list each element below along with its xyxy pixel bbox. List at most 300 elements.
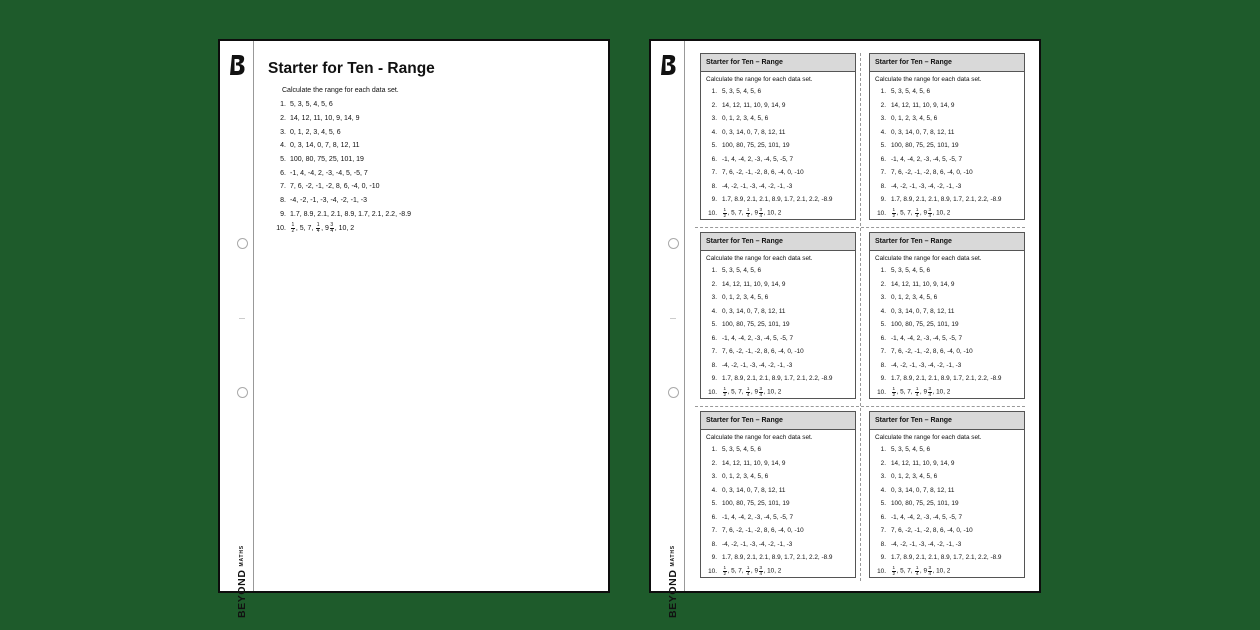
question-number: 2.	[880, 280, 886, 288]
fraction-denominator: 4	[928, 570, 932, 576]
question-number: 7.	[280, 183, 286, 191]
question-number: 2.	[711, 280, 717, 288]
question-item	[873, 126, 1024, 140]
fraction	[892, 387, 896, 397]
fraction-numerator: 3	[928, 565, 932, 571]
question-item	[704, 139, 855, 153]
fraction-numerator: 1	[316, 221, 320, 228]
question-item	[873, 180, 1024, 194]
question-number: 2.	[880, 459, 886, 467]
data-separator: , 9	[321, 224, 329, 232]
fraction-numerator: 1	[723, 565, 727, 571]
starter-card	[869, 232, 1025, 399]
question-number: 7.	[711, 348, 717, 356]
question-data: 0, 1, 2, 3, 4, 5, 6	[891, 473, 938, 481]
question-number: 1.	[880, 267, 886, 275]
question-number: 6.	[880, 334, 886, 342]
starter-card	[869, 53, 1025, 220]
question-number: 9.	[880, 196, 886, 204]
question-item	[269, 153, 411, 167]
question-number: 5.	[880, 321, 886, 329]
fraction-denominator: 4	[746, 212, 750, 218]
fraction	[928, 387, 932, 397]
card-instruction: Calculate the range for each data set.	[706, 76, 813, 83]
card-instruction: Calculate the range for each data set.	[875, 255, 982, 262]
question-item	[704, 511, 855, 525]
fraction-denominator: 4	[759, 570, 763, 576]
fraction-denominator: 4	[746, 391, 750, 397]
fraction	[723, 387, 727, 397]
cut-line-horizontal	[695, 227, 1025, 228]
fraction-denominator: 2	[723, 570, 727, 576]
question-item	[704, 372, 855, 386]
fold-mark	[670, 318, 676, 319]
question-number: 9.	[711, 554, 717, 562]
fraction-numerator: 3	[330, 221, 334, 228]
question-item	[704, 332, 855, 346]
question-item	[704, 443, 855, 457]
question-data	[290, 223, 354, 234]
question-item	[704, 457, 855, 471]
question-number: 8.	[711, 182, 717, 190]
card-question-list	[870, 85, 1024, 220]
question-data: -4, -2, -1, -3, -4, -2, -1, -3	[722, 182, 793, 190]
question-item	[873, 538, 1024, 552]
question-item	[704, 551, 855, 565]
question-number: 8.	[880, 540, 886, 548]
starter-card	[700, 232, 856, 399]
question-data: 100, 80, 75, 25, 101, 19	[290, 156, 364, 164]
question-item	[704, 153, 855, 167]
question-data: -4, -2, -1, -3, -4, -2, -1, -3	[891, 182, 962, 190]
fraction	[759, 208, 763, 218]
question-data: -4, -2, -1, -3, -4, -2, -1, -3	[290, 197, 368, 205]
question-data: 1.7, 8.9, 2.1, 2.1, 8.9, 1.7, 2.1, 2.2, -8.9	[891, 196, 1002, 204]
fraction-numerator: 3	[759, 565, 763, 571]
question-item	[704, 291, 855, 305]
question-item	[704, 112, 855, 126]
question-item	[269, 166, 411, 180]
fraction-numerator: 1	[915, 207, 919, 213]
fraction-denominator: 4	[928, 391, 932, 397]
question-data: 0, 1, 2, 3, 4, 5, 6	[891, 294, 938, 302]
question-data: 14, 12, 11, 10, 9, 14, 9	[891, 101, 955, 109]
question-data	[722, 208, 781, 218]
question-number: 3.	[880, 115, 886, 123]
data-separator: , 5, 7,	[727, 567, 746, 575]
fraction-denominator: 4	[316, 227, 320, 234]
question-item	[704, 180, 855, 194]
data-separator: , 10, 2	[932, 209, 951, 217]
card-instruction: Calculate the range for each data set.	[875, 76, 982, 83]
question-item	[704, 386, 855, 400]
question-number: 4.	[280, 142, 286, 150]
fraction-denominator: 4	[928, 212, 932, 218]
question-data: 1.7, 8.9, 2.1, 2.1, 8.9, 1.7, 2.1, 2.2, -8.9	[290, 210, 412, 218]
question-item	[704, 565, 855, 579]
starter-card	[700, 411, 856, 578]
question-item	[704, 166, 855, 180]
fraction-numerator: 1	[746, 207, 750, 213]
question-number: 4.	[711, 307, 717, 315]
question-item	[269, 139, 411, 153]
question-number: 7.	[880, 348, 886, 356]
question-data: -1, 4, -4, 2, -3, -4, 5, -5, 7	[722, 334, 794, 342]
question-number: 5.	[880, 142, 886, 150]
fold-mark	[239, 318, 245, 319]
data-separator: , 5, 7,	[896, 209, 915, 217]
question-item	[269, 125, 411, 139]
fraction-denominator: 2	[723, 391, 727, 397]
fraction	[928, 566, 932, 576]
question-number: 10.	[708, 209, 717, 217]
question-data: 5, 3, 5, 4, 5, 6	[891, 88, 931, 96]
card-title: Starter for Ten – Range	[870, 412, 1024, 430]
data-separator: , 9	[750, 388, 758, 396]
question-item	[873, 193, 1024, 207]
card-question-list	[701, 443, 855, 578]
question-item	[269, 98, 411, 112]
question-data: -4, -2, -1, -3, -4, -2, -1, -3	[722, 361, 793, 369]
question-item	[873, 359, 1024, 373]
card-title: Starter for Ten – Range	[701, 233, 855, 251]
worksheet-page-cards	[649, 39, 1041, 618]
margin-line	[684, 41, 685, 591]
question-item	[873, 565, 1024, 579]
question-number: 2.	[711, 459, 717, 467]
card-title: Starter for Ten – Range	[870, 233, 1024, 251]
question-data: -4, -2, -1, -3, -4, -2, -1, -3	[891, 540, 962, 548]
binder-hole	[668, 238, 679, 249]
fraction-denominator: 4	[915, 212, 919, 218]
worksheet-page-full	[218, 39, 610, 618]
data-separator: , 10, 2	[334, 224, 355, 232]
fraction-denominator: 2	[291, 227, 295, 234]
question-data: 7, 6, -2, -1, -2, 8, 6, -4, 0, -10	[891, 527, 973, 535]
question-number: 8.	[711, 361, 717, 369]
question-item	[269, 194, 411, 208]
question-data: 1.7, 8.9, 2.1, 2.1, 8.9, 1.7, 2.1, 2.2, -8.9	[722, 554, 833, 562]
question-number: 4.	[880, 486, 886, 494]
fraction-numerator: 3	[928, 386, 932, 392]
question-number: 9.	[880, 375, 886, 383]
question-item	[873, 85, 1024, 99]
question-item	[873, 511, 1024, 525]
cut-line-vertical	[860, 53, 861, 581]
fraction	[723, 566, 727, 576]
fraction	[915, 387, 919, 397]
question-number: 6.	[711, 155, 717, 163]
question-number: 8.	[280, 197, 286, 205]
question-data: 100, 80, 75, 25, 101, 19	[891, 500, 959, 508]
question-number: 2.	[280, 115, 286, 123]
question-data	[891, 566, 950, 576]
fraction	[892, 208, 896, 218]
question-data: 0, 1, 2, 3, 4, 5, 6	[891, 115, 938, 123]
question-item	[704, 538, 855, 552]
question-item	[873, 372, 1024, 386]
fraction-numerator: 1	[892, 207, 896, 213]
question-number: 1.	[711, 446, 717, 454]
question-item	[269, 208, 411, 222]
fraction-numerator: 1	[746, 386, 750, 392]
question-number: 3.	[280, 128, 286, 136]
question-data	[722, 387, 781, 397]
fraction-numerator: 3	[759, 386, 763, 392]
brand-wordmark: BEYONDMATHS	[667, 545, 679, 618]
fraction	[291, 223, 295, 234]
question-data: 0, 3, 14, 0, 7, 8, 12, 11	[722, 128, 786, 136]
fraction-numerator: 3	[759, 207, 763, 213]
question-item	[873, 112, 1024, 126]
fraction-numerator: 1	[892, 565, 896, 571]
question-number: 1.	[280, 101, 286, 109]
question-item	[873, 291, 1024, 305]
data-separator: , 9	[919, 567, 927, 575]
fraction-numerator: 1	[746, 565, 750, 571]
question-item	[873, 264, 1024, 278]
question-item	[704, 484, 855, 498]
fraction-numerator: 1	[915, 565, 919, 571]
fraction	[746, 208, 750, 218]
question-number: 10.	[708, 567, 717, 575]
question-data: 7, 6, -2, -1, -2, 8, 6, -4, 0, -10	[722, 527, 804, 535]
question-number: 8.	[711, 540, 717, 548]
fraction-denominator: 4	[759, 391, 763, 397]
data-separator: , 5, 7,	[727, 388, 746, 396]
question-item	[704, 305, 855, 319]
question-data: 14, 12, 11, 10, 9, 14, 9	[722, 280, 786, 288]
question-number: 5.	[711, 142, 717, 150]
card-title: Starter for Ten – Range	[701, 412, 855, 430]
card-title: Starter for Ten – Range	[701, 54, 855, 72]
question-data: -1, 4, -4, 2, -3, -4, 5, -5, 7	[290, 169, 368, 177]
starter-card	[700, 53, 856, 220]
fraction-denominator: 4	[330, 227, 334, 234]
fraction-denominator: 4	[746, 570, 750, 576]
fraction-denominator: 2	[723, 212, 727, 218]
fraction-numerator: 3	[928, 207, 932, 213]
question-data: 100, 80, 75, 25, 101, 19	[891, 142, 959, 150]
question-data	[722, 566, 781, 576]
question-data: 0, 3, 14, 0, 7, 8, 12, 11	[290, 142, 360, 150]
question-data: 14, 12, 11, 10, 9, 14, 9	[722, 101, 786, 109]
data-separator: , 5, 7,	[295, 224, 316, 232]
data-separator: , 5, 7,	[896, 388, 915, 396]
question-data: 1.7, 8.9, 2.1, 2.1, 8.9, 1.7, 2.1, 2.2, -8.9	[891, 554, 1002, 562]
question-data: -1, 4, -4, 2, -3, -4, 5, -5, 7	[891, 513, 963, 521]
question-item	[873, 305, 1024, 319]
question-data: 0, 3, 14, 0, 7, 8, 12, 11	[891, 486, 955, 494]
question-data: 5, 3, 5, 4, 5, 6	[722, 267, 762, 275]
card-instruction: Calculate the range for each data set.	[875, 434, 982, 441]
question-item	[873, 386, 1024, 400]
question-item	[873, 332, 1024, 346]
question-data: 5, 3, 5, 4, 5, 6	[891, 267, 931, 275]
card-question-list	[701, 264, 855, 399]
question-item	[269, 112, 411, 126]
card-instruction: Calculate the range for each data set.	[706, 255, 813, 262]
question-item	[704, 278, 855, 292]
question-data: 1.7, 8.9, 2.1, 2.1, 8.9, 1.7, 2.1, 2.2, -8.9	[722, 375, 833, 383]
question-data: 7, 6, -2, -1, -2, 8, 6, -4, 0, -10	[722, 169, 804, 177]
question-data: -4, -2, -1, -3, -4, -2, -1, -3	[891, 361, 962, 369]
question-data: 100, 80, 75, 25, 101, 19	[722, 500, 790, 508]
question-number: 6.	[280, 169, 286, 177]
question-item	[873, 153, 1024, 167]
question-item	[873, 345, 1024, 359]
question-data: 0, 1, 2, 3, 4, 5, 6	[722, 294, 769, 302]
question-data: 0, 3, 14, 0, 7, 8, 12, 11	[891, 128, 955, 136]
question-item	[704, 126, 855, 140]
data-separator: , 10, 2	[932, 388, 951, 396]
question-number: 4.	[880, 307, 886, 315]
question-item	[704, 497, 855, 511]
fraction	[746, 387, 750, 397]
question-data: 5, 3, 5, 4, 5, 6	[290, 101, 333, 109]
question-data: 5, 3, 5, 4, 5, 6	[722, 88, 762, 96]
question-number: 3.	[711, 115, 717, 123]
question-number: 5.	[711, 500, 717, 508]
question-item	[873, 278, 1024, 292]
fraction	[892, 566, 896, 576]
question-data: 0, 1, 2, 3, 4, 5, 6	[722, 115, 769, 123]
question-number: 1.	[880, 88, 886, 96]
question-data: 7, 6, -2, -1, -2, 8, 6, -4, 0, -10	[891, 348, 973, 356]
question-number: 3.	[711, 473, 717, 481]
question-number: 3.	[711, 294, 717, 302]
data-separator: , 9	[919, 209, 927, 217]
question-item	[873, 139, 1024, 153]
question-item	[873, 551, 1024, 565]
question-data: 14, 12, 11, 10, 9, 14, 9	[891, 280, 955, 288]
question-data: 7, 6, -2, -1, -2, 8, 6, -4, 0, -10	[722, 348, 804, 356]
question-data: 0, 1, 2, 3, 4, 5, 6	[722, 473, 769, 481]
question-item	[704, 524, 855, 538]
data-separator: , 10, 2	[763, 209, 782, 217]
question-item	[873, 443, 1024, 457]
question-item	[704, 207, 855, 221]
starter-card	[869, 411, 1025, 578]
question-number: 5.	[280, 156, 286, 164]
data-separator: , 10, 2	[932, 567, 951, 575]
question-item	[704, 99, 855, 113]
question-item	[873, 207, 1024, 221]
fraction-numerator: 1	[723, 386, 727, 392]
question-data: 100, 80, 75, 25, 101, 19	[891, 321, 959, 329]
fraction	[746, 566, 750, 576]
question-number: 10.	[877, 209, 886, 217]
data-separator: , 9	[750, 567, 758, 575]
question-data: 14, 12, 11, 10, 9, 14, 9	[290, 115, 360, 123]
question-data: -1, 4, -4, 2, -3, -4, 5, -5, 7	[891, 155, 963, 163]
beyond-logo-icon	[229, 54, 247, 76]
fraction-denominator: 2	[892, 570, 896, 576]
question-item	[704, 345, 855, 359]
cut-line-horizontal	[695, 406, 1025, 407]
fraction	[915, 566, 919, 576]
question-data: 100, 80, 75, 25, 101, 19	[722, 321, 790, 329]
question-number: 10.	[877, 567, 886, 575]
question-number: 1.	[711, 88, 717, 96]
question-number: 7.	[880, 527, 886, 535]
data-separator: , 10, 2	[763, 388, 782, 396]
beyond-logo-icon	[660, 54, 678, 76]
instruction-text: Calculate the range for each data set.	[282, 87, 399, 94]
fraction-denominator: 2	[892, 212, 896, 218]
question-number: 1.	[711, 267, 717, 275]
question-number: 10.	[276, 224, 286, 232]
question-data: -1, 4, -4, 2, -3, -4, 5, -5, 7	[722, 155, 794, 163]
question-number: 3.	[880, 294, 886, 302]
question-number: 7.	[711, 169, 717, 177]
fraction-denominator: 4	[759, 212, 763, 218]
question-data: 7, 6, -2, -1, -2, 8, 6, -4, 0, -10	[891, 169, 973, 177]
question-data: -4, -2, -1, -3, -4, -2, -1, -3	[722, 540, 793, 548]
question-item	[704, 85, 855, 99]
binder-hole	[237, 238, 248, 249]
fraction-denominator: 2	[892, 391, 896, 397]
question-item	[704, 470, 855, 484]
question-data: 1.7, 8.9, 2.1, 2.1, 8.9, 1.7, 2.1, 2.2, -8.9	[722, 196, 833, 204]
question-data: 100, 80, 75, 25, 101, 19	[722, 142, 790, 150]
question-number: 5.	[880, 500, 886, 508]
question-data: -1, 4, -4, 2, -3, -4, 5, -5, 7	[891, 334, 963, 342]
data-separator: , 9	[750, 209, 758, 217]
question-data: 0, 3, 14, 0, 7, 8, 12, 11	[722, 486, 786, 494]
question-data: 14, 12, 11, 10, 9, 14, 9	[891, 459, 955, 467]
fraction	[330, 223, 334, 234]
brand-wordmark: BEYONDMATHS	[236, 545, 248, 618]
card-question-list	[870, 443, 1024, 578]
card-title: Starter for Ten – Range	[870, 54, 1024, 72]
question-data: 5, 3, 5, 4, 5, 6	[891, 446, 931, 454]
binder-hole	[237, 387, 248, 398]
fraction	[759, 566, 763, 576]
question-number: 7.	[880, 169, 886, 177]
question-item	[704, 264, 855, 278]
question-number: 9.	[711, 196, 717, 204]
question-item	[873, 457, 1024, 471]
fraction-denominator: 4	[915, 391, 919, 397]
question-number: 2.	[880, 101, 886, 109]
margin-line	[253, 41, 254, 591]
question-item	[269, 180, 411, 194]
question-number: 4.	[711, 128, 717, 136]
question-number: 6.	[711, 513, 717, 521]
fraction-numerator: 1	[291, 221, 295, 228]
card-question-list	[701, 85, 855, 220]
question-item	[873, 484, 1024, 498]
question-data: 0, 1, 2, 3, 4, 5, 6	[290, 128, 341, 136]
question-data: -1, 4, -4, 2, -3, -4, 5, -5, 7	[722, 513, 794, 521]
question-data: 0, 3, 14, 0, 7, 8, 12, 11	[722, 307, 786, 315]
question-data: 7, 6, -2, -1, -2, 8, 6, -4, 0, -10	[290, 183, 380, 191]
fraction	[915, 208, 919, 218]
fraction	[759, 387, 763, 397]
question-number: 3.	[880, 473, 886, 481]
question-number: 7.	[711, 527, 717, 535]
question-number: 4.	[880, 128, 886, 136]
data-separator: , 9	[919, 388, 927, 396]
question-number: 8.	[880, 361, 886, 369]
fraction-numerator: 1	[723, 207, 727, 213]
question-data	[891, 208, 950, 218]
fraction	[723, 208, 727, 218]
question-item	[269, 221, 411, 235]
question-item	[704, 359, 855, 373]
question-number: 4.	[711, 486, 717, 494]
